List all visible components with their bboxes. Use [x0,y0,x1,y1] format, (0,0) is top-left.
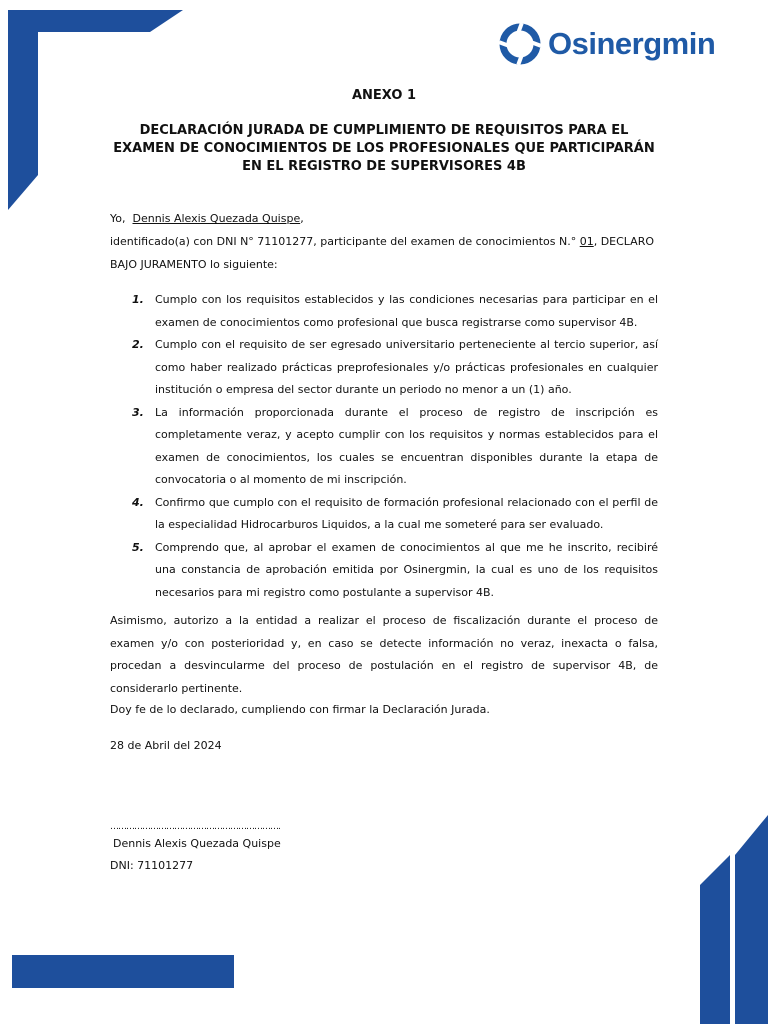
list-item-number: 3. [132,405,144,419]
osinergmin-swirl-icon [498,22,542,66]
list-item-text: Cumplo con el requisito de ser egresado universitario perteneciente al tercio superior, así como haber realizado prácticas preprofesionales y/o prácticas profesionales en cualquier institución o empresa del sector durante un periodo no menor a un (1) año. [155,338,658,396]
bottom-left-bar-decoration [12,955,234,988]
list-item-text: Cumplo con los requisitos establecidos y las condiciones necesarias para participar en el examen de conocimientos como profesional que busca registrarse como supervisor 4B. [155,293,658,329]
declarant-name: Dennis Alexis Quezada Quispe [132,212,301,225]
intro-dni-text: identificado(a) con DNI N° 71101277, participante del examen de conocimientos N.° [110,235,577,248]
intro-name-line [110,208,658,231]
declaration-date: 28 de Abril del 2024 [110,739,222,752]
page-title: ANEXO 1 [351,88,416,103]
list-item-text: La información proporcionada durante el proceso de registro de inscripción es completamente veraz, y acepto cumplir con los requisitos y normas establecidos para el examen de conocimientos, los cuales se encuentran disponibles durante la etapa de convocatoria o al momento de mi inscripción. [155,405,658,486]
signature-line: ………………………………………………………. [110,822,280,832]
logo-wordmark: Osinergmin [548,26,716,61]
list-item-number: 2. [132,338,144,351]
bottom-right-corner-decoration [700,815,768,1024]
list-item [110,402,658,492]
doy-fe-paragraph: Doy fe de lo declarado, cumpliendo con firmar la Declaración Jurada. [110,703,490,716]
list-item [110,289,658,334]
list-item-text: Confirmo que cumplo con el requisito de formación profesional relacionado con el perfil de la especialidad Hidrocarburos Liquidos, a la cual me someteré para ser evaluado. [155,495,658,531]
list-item [110,492,658,537]
list-item-number: 1. [132,293,144,306]
top-left-corner-decoration [0,0,190,215]
asimismo-paragraph: Asimismo, autorizo a la entidad a realizar el proceso de fiscalización durante el proceso de examen y/o con posterioridad y, en caso se detecte información no veraz, inexacta o falsa, procedan a desvincularme del proceso de postulación en el registro de supervisor 4B, de considerarlo pertinente. [110,614,658,695]
exam-number: 01 [579,235,594,248]
list-item-text: Comprendo que, al aprobar el examen de conocimientos al que me he inscrito, recibiré una constancia de aprobación emitida por Osinergmin, la cual es uno de los requisitos necesarios para mi registro como postulante a supervisor 4B. [155,540,658,599]
list-item [110,537,658,605]
declaration-items-list [110,289,658,604]
signature-dni: DNI: 71101277 [110,859,194,872]
osinergmin-logo [498,22,758,66]
page-subtitle: DECLARACIÓN JURADA DE CUMPLIMIENTO DE REQUISITOS PARA EL EXAMEN DE CONOCIMIENTOS DE LOS PROFESIONALES QUE PARTICIPARÁN EN EL REGISTRO DE SUPERVISORES 4B [113,123,655,174]
list-item-number: 4. [132,495,144,509]
intro-comma: , [300,212,304,225]
intro-yo-label: Yo, [110,212,126,225]
intro-juramento-text: , DECLARO BAJO JURAMENTO lo siguiente: [110,235,655,271]
list-item [110,334,658,402]
signature-name: Dennis Alexis Quezada Quispe [113,837,281,850]
intro-declaration [110,231,658,276]
list-item-number: 5. [132,540,144,554]
